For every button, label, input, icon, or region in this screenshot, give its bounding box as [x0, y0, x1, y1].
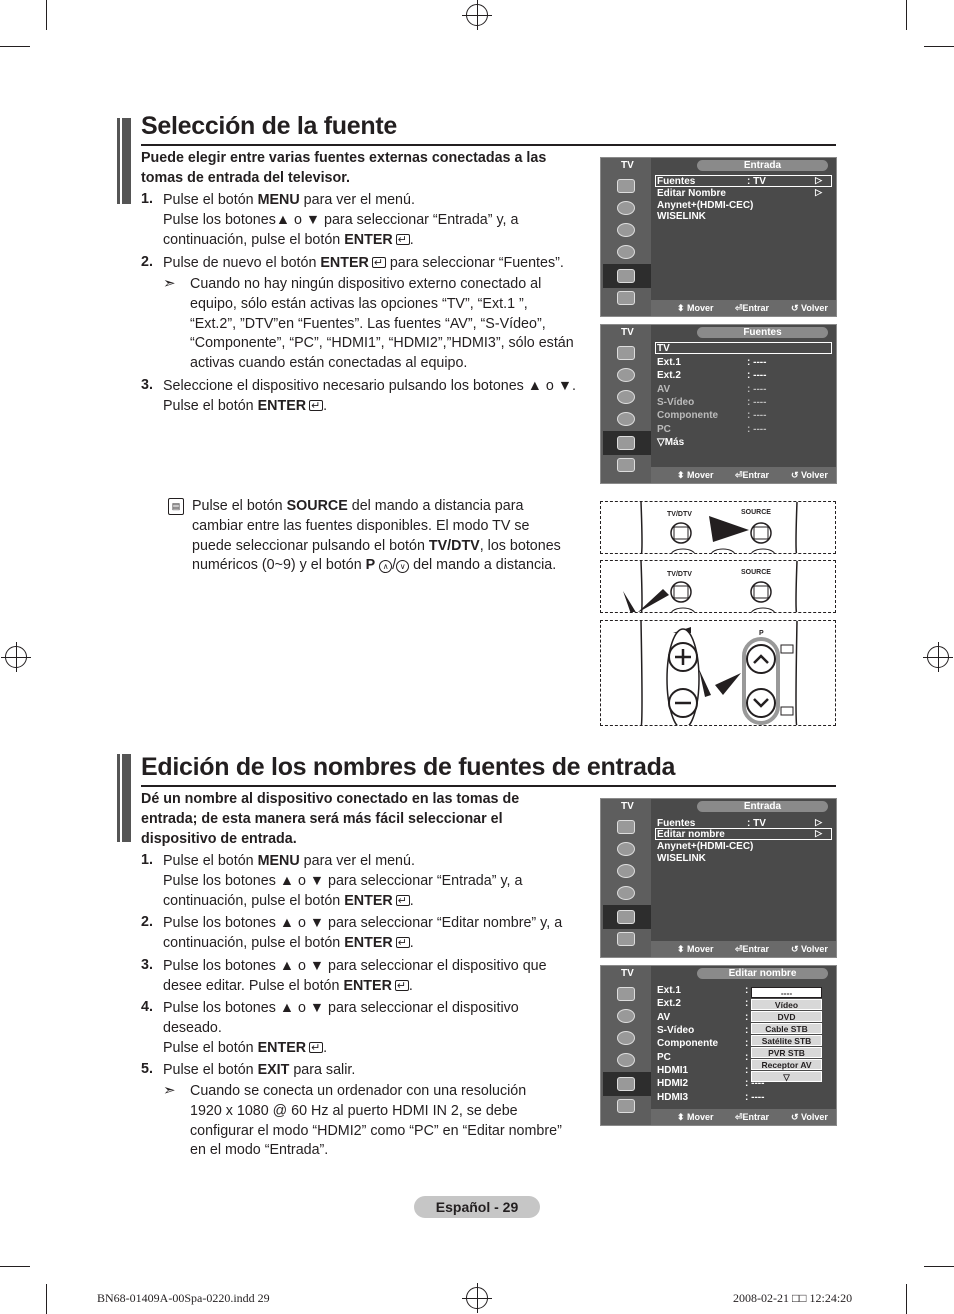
channel-icon	[609, 387, 643, 407]
osd-item: Ext.2	[657, 998, 681, 1009]
osd-value: : TV	[747, 176, 766, 187]
setup-icon	[609, 409, 643, 429]
section-title: Edición de los nombres de fuentes de entrada	[141, 753, 676, 781]
osd-item: HDMI3	[657, 1092, 689, 1103]
setup-icon	[609, 883, 643, 903]
remote-p-buttons-image	[600, 620, 836, 726]
enter-icon	[309, 400, 323, 411]
osd-item: AV	[657, 384, 671, 395]
osd-item: HDMI2	[657, 1078, 689, 1089]
step-1: Pulse el botón MENU para ver el menú. Pulse los botones ▲ o ▼ para seleccionar “Entrada” y, a continuación, pulse el botón ENTER↵ .	[163, 852, 522, 911]
osd-value: : TV	[747, 818, 766, 829]
arrow-right-icon: ▷	[815, 175, 822, 185]
osd-tv-label: TV	[621, 327, 634, 338]
osd-item: Anynet+(HDMI-CEC)	[657, 200, 754, 211]
picture-icon	[609, 817, 643, 837]
crop-mark	[906, 0, 907, 30]
option-item: Cable STB	[751, 1023, 822, 1034]
application-icon	[609, 455, 643, 475]
osd-tv-label: TV	[621, 968, 634, 979]
remote-illustration	[601, 621, 836, 726]
input-icon	[603, 1072, 651, 1096]
osd-footer: ⬍ Mover ⏎Entrar ↺ Volver	[651, 941, 836, 957]
section-title: Selección de la fuente	[141, 112, 397, 140]
file-slug: BN68-01409A-00Spa-0220.indd 29	[97, 1291, 270, 1305]
picture-icon	[609, 343, 643, 363]
crop-mark	[0, 46, 30, 47]
enter-icon	[372, 257, 386, 268]
arrow-right-icon: ▷	[815, 828, 822, 838]
picture-icon	[609, 176, 643, 196]
crop-mark	[46, 0, 47, 30]
step-2: Pulse de nuevo el botón ENTER↵ para seleccionar “Fuentes”.	[163, 254, 564, 274]
osd-value: : ----	[747, 410, 767, 421]
osd-menu-editar-nombre	[600, 965, 837, 1126]
option-item: DVD	[751, 1011, 822, 1022]
osd-item: PC	[657, 1052, 671, 1063]
tvdtv-label: TV/DTV	[667, 511, 692, 518]
osd-item: PC	[657, 424, 671, 435]
option-item: Satélite STB	[751, 1035, 822, 1046]
osd-selection	[655, 342, 832, 354]
section-bar	[117, 118, 131, 204]
osd-item: Anynet+(HDMI-CEC)	[657, 841, 754, 852]
osd-value: : ----	[745, 1078, 765, 1089]
osd-colon: :	[745, 1052, 749, 1063]
sound-icon	[609, 839, 643, 859]
osd-value: : ----	[745, 1092, 765, 1103]
arrow-right-icon: ▷	[815, 817, 822, 827]
note-text: Cuando se conecta un ordenador con una resolución 1920 x 1080 @ 60 Hz al puerto HDMI IN 2, se debe configurar el modo “HDMI2” como “PC” en “Editar nombre” en el modo “Entrada”.	[190, 1083, 562, 1159]
osd-footer: ⬍ Mover ⏎Entrar ↺ Volver	[651, 1109, 836, 1125]
enter-icon	[396, 895, 410, 906]
osd-tv-label: TV	[621, 160, 634, 171]
intro-text: Puede elegir entre varias fuentes externas conectadas a las tomas de entrada del televisor.	[141, 150, 547, 186]
osd-item: S-Vídeo	[657, 1025, 695, 1036]
crop-mark	[906, 1284, 907, 1314]
remote-icon: ▤	[168, 498, 184, 515]
osd-item: TV	[657, 343, 670, 354]
intro-text: Dé un nombre al dispositivo conectado en las tomas de entrada; de esta manera será más fácil seleccionar el dispositivo de entrada.	[141, 791, 520, 847]
registration-mark-icon	[466, 4, 488, 26]
osd-value: : ----	[747, 384, 767, 395]
registration-mark-icon	[5, 646, 27, 668]
section-bar	[117, 754, 131, 842]
enter-icon	[396, 234, 410, 245]
step-3: Pulse los botones ▲ o ▼ para seleccionar el dispositivo que desee editar. Pulse el botón ENTER↵ .	[163, 957, 547, 997]
sound-icon	[609, 198, 643, 218]
application-icon	[609, 929, 643, 949]
step-5: Pulse el botón EXIT para salir.	[163, 1062, 356, 1078]
remote-illustration	[601, 561, 836, 613]
osd-item: Ext.1	[657, 357, 681, 368]
osd-item: Ext.1	[657, 985, 681, 996]
osd-menu-entrada	[600, 157, 837, 317]
picture-icon	[609, 984, 643, 1004]
crop-mark	[924, 1266, 954, 1267]
step-number: 5.	[141, 1061, 153, 1077]
osd-header: Editar nombre	[697, 968, 828, 979]
registration-mark-icon	[927, 646, 949, 668]
osd-item: Ext.2	[657, 370, 681, 381]
p-up-icon: ∧	[379, 560, 392, 573]
crop-mark	[46, 1284, 47, 1314]
section-rule	[141, 144, 836, 146]
source-label: SOURCE	[741, 569, 771, 576]
osd-value: : ----	[747, 370, 767, 381]
osd-menu-fuentes	[600, 324, 837, 484]
osd-colon: :	[745, 985, 749, 996]
option-item: PVR STB	[751, 1047, 822, 1058]
osd-colon: :	[745, 1012, 749, 1023]
osd-item: WISELINK	[657, 211, 706, 222]
setup-icon	[609, 1050, 643, 1070]
step-number: 3.	[141, 377, 153, 393]
setup-icon	[609, 242, 643, 262]
osd-tv-label: TV	[621, 801, 634, 812]
date-slug: 2008-02-21 □□ 12:24:20	[733, 1291, 853, 1305]
osd-item: S-Vídeo	[657, 397, 695, 408]
osd-footer: ⬍ Mover ⏎Entrar ↺ Volver	[651, 467, 836, 483]
application-icon	[609, 1096, 643, 1116]
option-item: ▽	[751, 1071, 822, 1082]
osd-item: Editar Nombre	[657, 188, 726, 199]
note-text: Cuando no hay ningún dispositivo externo conectado al equipo, sólo están activas las opciones “TV”, “Ext.1 ”, “Ext.2”, ”DTV”en “Fuentes”. Las fuentes “AV”, “S-Vídeo”, “Componente”, “PC”, “HDMI1”, “HDMI2”,”HDMI3”, sólo están activas cuando están conectadas al equipo.	[190, 276, 574, 372]
osd-colon: :	[745, 1025, 749, 1036]
step-number: 2.	[141, 254, 153, 270]
osd-item: WISELINK	[657, 853, 706, 864]
page-number: Español - 29	[414, 1196, 540, 1218]
step-number: 2.	[141, 914, 153, 930]
osd-item: HDMI1	[657, 1065, 689, 1076]
application-icon	[609, 288, 643, 308]
remote-illustration	[601, 502, 836, 554]
crop-mark	[924, 46, 954, 47]
sound-icon	[609, 1006, 643, 1026]
p-label: P	[759, 630, 764, 637]
registration-mark-icon	[466, 1287, 488, 1309]
osd-value: : ----	[747, 357, 767, 368]
osd-header: Entrada	[697, 801, 828, 812]
tvdtv-label: TV/DTV	[667, 571, 692, 578]
osd-item: Editar nombre	[657, 829, 725, 840]
osd-item: ▽Más	[657, 437, 685, 448]
osd-header: Entrada	[697, 160, 828, 171]
remote-tvdtv-image	[600, 560, 836, 613]
input-icon	[603, 905, 651, 929]
osd-header: Fuentes	[697, 327, 828, 338]
osd-item: Componente	[657, 410, 719, 421]
step-3: Seleccione el dispositivo necesario pulsando los botones ▲ o ▼. Pulse el botón ENTER↵ .	[163, 377, 576, 417]
p-down-icon: ∨	[396, 560, 409, 573]
remote-source-image	[600, 501, 836, 554]
step-number: 1.	[141, 852, 153, 868]
note-arrow-icon: ➣	[163, 1082, 176, 1099]
osd-value: : ----	[747, 397, 767, 408]
channel-icon	[609, 220, 643, 240]
option-item: Receptor AV	[751, 1059, 822, 1070]
enter-icon	[309, 1042, 323, 1053]
osd-item: Fuentes	[657, 818, 696, 829]
input-icon	[603, 264, 651, 288]
step-2: Pulse los botones ▲ o ▼ para seleccionar “Editar nombre” y, a continuación, pulse el botón ENTER↵ .	[163, 914, 562, 954]
step-number: 4.	[141, 999, 153, 1015]
option-item: Vídeo	[751, 999, 822, 1010]
osd-menu-entrada-edit	[600, 798, 837, 958]
section-rule	[141, 785, 836, 787]
osd-item: Fuentes	[657, 176, 696, 187]
osd-item: AV	[657, 1012, 671, 1023]
channel-icon	[609, 861, 643, 881]
enter-icon	[396, 937, 410, 948]
step-4: Pulse los botones ▲ o ▼ para seleccionar el dispositivo deseado. Pulse el botón ENTER↵ .	[163, 999, 519, 1058]
option-item: ----	[751, 987, 822, 998]
channel-icon	[609, 1028, 643, 1048]
step-number: 1.	[141, 191, 153, 207]
tip-text: Pulse el botón SOURCE del mando a distancia para cambiar entre las fuentes disponibles. El modo TV se puede seleccionar pulsando el botón TV/DTV, los botones numéricos (0~9) y el botón P ∧ / ∨ del mando a distancia.	[192, 498, 561, 574]
input-icon	[603, 431, 651, 455]
osd-value: : ----	[747, 424, 767, 435]
osd-colon: :	[745, 998, 749, 1009]
source-label: SOURCE	[741, 509, 771, 516]
arrow-right-icon: ▷	[815, 187, 822, 197]
sound-icon	[609, 365, 643, 385]
step-number: 3.	[141, 957, 153, 973]
osd-colon: :	[745, 1065, 749, 1076]
osd-colon: :	[745, 1038, 749, 1049]
crop-mark	[0, 1266, 30, 1267]
osd-item: Componente	[657, 1038, 719, 1049]
osd-footer: ⬍ Mover ⏎Entrar ↺ Volver	[651, 300, 836, 316]
enter-icon	[395, 980, 409, 991]
note-arrow-icon: ➣	[163, 275, 176, 292]
step-1: Pulse el botón MENU para ver el menú. Pulse los botones▲ o ▼ para seleccionar “Entrada” y, a continuación, pulse el botón ENTER↵ .	[163, 191, 518, 250]
